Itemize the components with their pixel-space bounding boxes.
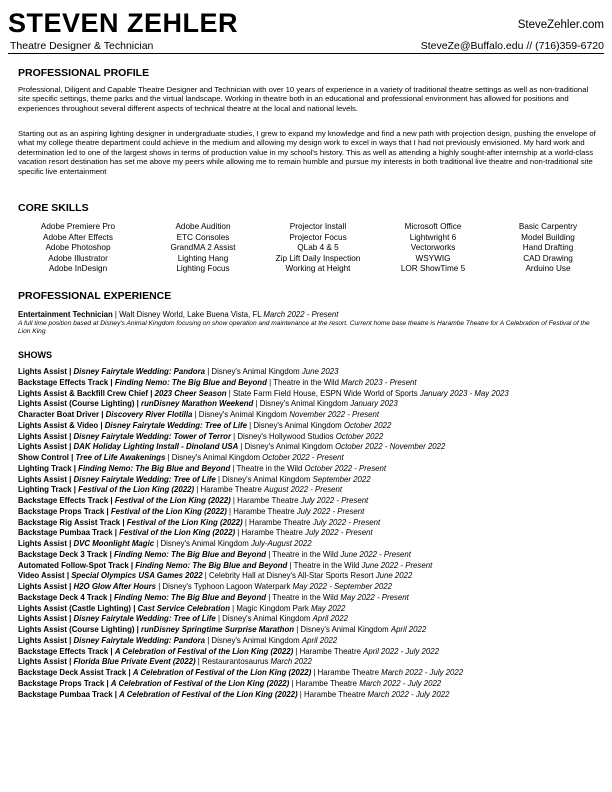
skill-item: Adobe InDesign (48, 264, 108, 274)
skills-column (268, 222, 368, 275)
show-entry (18, 496, 608, 507)
show-role: Backstage Pumbaa Track | (18, 689, 120, 699)
show-role: Lights Assist (Castle Lighting) | (18, 603, 138, 613)
show-role: Lights Assist | (18, 582, 74, 591)
show-venue: | Harambe Theatre (293, 646, 364, 656)
show-date: March 2023 - Present (341, 377, 417, 387)
show-date: March 2022 - July 2022 (359, 678, 442, 688)
show-date: September 2022 (312, 474, 371, 484)
show-venue: | Disney's Animal Kingdom (253, 399, 351, 409)
show-role: Lights Assist | (18, 474, 74, 484)
show-role: Backstage Deck Assist Track | (18, 668, 133, 677)
experience-entry (18, 310, 598, 337)
show-entry (18, 657, 608, 668)
show-role: Lights Assist | (18, 657, 74, 667)
show-venue: | Disney's Animal Kingdom (205, 635, 302, 645)
skill-item: CAD Drawing (523, 253, 573, 263)
show-title: Disney Fairytale Wedding: Tower of Terror (73, 431, 231, 441)
show-entry (18, 636, 608, 647)
show-role: Backstage Effects Track | (18, 377, 115, 387)
skills-column (18, 222, 138, 275)
show-entry (18, 518, 608, 529)
show-venue: | Harambe Theatre (297, 689, 368, 699)
show-role: Lights Assist (Course Lighting) | (18, 399, 142, 409)
show-venue: | Harambe Theatre (311, 668, 382, 677)
show-entry (18, 475, 608, 486)
show-title: Festival of the Lion King (2022) (114, 496, 231, 505)
show-title: Disney Fairytale Wedding: Tree of Life (104, 420, 247, 430)
show-title: Disney Fairytale Wedding: Pandora (73, 367, 206, 376)
experience-heading: PROFESSIONAL EXPERIENCE (18, 290, 172, 302)
show-venue: | Disney's Animal Kingdom (294, 625, 391, 634)
show-date: April 2022 (301, 635, 338, 645)
show-entry (18, 367, 608, 378)
profile-heading: PROFESSIONAL PROFILE (18, 67, 150, 79)
show-role: Lights Assist | (18, 539, 74, 548)
show-title: H2O Glow After Hours (73, 582, 157, 591)
skill-item: ETC Consoles (176, 232, 230, 242)
skill-item: Lighting Hang (177, 253, 229, 263)
show-venue: | Disney's Hollywood Studios (231, 431, 336, 441)
show-role: Backstage Effects Track | (18, 646, 115, 656)
show-entry (18, 464, 608, 475)
show-role: Show Control | (18, 453, 76, 462)
skill-item: Lightwright 6 (409, 232, 457, 242)
show-date: January 2023 (350, 399, 398, 409)
show-entry (18, 378, 608, 389)
show-venue: | Disney's Typhoon Lagoon Waterpark (156, 582, 293, 591)
skill-item: Projector Install (289, 222, 347, 231)
show-venue: | Harambe Theatre (235, 528, 306, 538)
show-entry (18, 432, 608, 443)
skills-column (138, 222, 268, 275)
show-venue: | Disney's Animal Kingdom (205, 367, 302, 376)
show-role: Lights Assist | (18, 614, 74, 624)
skill-item: Adobe Premiere Pro (40, 222, 116, 231)
skill-item: Vectorworks (410, 243, 456, 253)
show-title: A Celebration of Festival of the Lion King (2022) (132, 668, 312, 677)
profile-paragraph-2: Starting out as an aspiring lighting designer in undergraduate studies, I grew to expand my knowledge and find a new path with projection design, pushing the envelope of what my college theatre department could achieve in the medium and allowing my design work to excel in ways that I had not previously envisioned. My hard work and determination led to one of the largest shows in terms of production value in my school's history. This as well as attending a highly sought-after internship at a world-class vacation resort destination has set me above my peers while allowing me to remain humble and pursue my interests in both traditional live theatre and non-traditional site specific live entertainment (18, 129, 596, 176)
show-title: runDisney Marathon Weekend (141, 399, 254, 409)
show-entry (18, 614, 608, 625)
show-role: Backstage Deck 4 Track | (18, 592, 114, 602)
show-role: Backstage Rig Assist Track | (18, 517, 127, 527)
show-role: Lights Assist (Course Lighting) | (18, 625, 142, 634)
skill-item: Model Building (521, 232, 575, 242)
show-venue: | Disney's Animal Kingdom (215, 614, 313, 624)
show-date: October 2022 (343, 420, 392, 430)
profile-paragraph-1: Professional, Diligent and Capable Theatre Designer and Technician with over 10 years of experience in a variety of traditional theatre settings as well as non-traditional site specific settings, theme parks and the virtual landscape. Working in theatre both in an educational and professional environment has allowed for positions and experiences throughout several different aspects of technical theatre at the local and national levels. (18, 85, 589, 113)
show-venue: | Disney's Animal Kingdom (215, 474, 313, 484)
show-entry (18, 647, 608, 658)
show-venue: | Disney's Animal Kingdom (247, 420, 344, 430)
show-date: June 2022 (375, 571, 413, 581)
show-venue: | Theatre in the Wild (266, 377, 342, 387)
show-venue: | Disney's Animal Kingdom (154, 539, 251, 548)
show-entry (18, 561, 608, 572)
show-venue: | Theatre in the Wild (287, 560, 362, 570)
show-entry (18, 593, 608, 604)
skill-item: Adobe Audition (175, 222, 231, 231)
experience-role: Entertainment Technician (18, 310, 113, 319)
skill-item: Hand Drafting (522, 243, 574, 253)
show-date: July 2022 - Present (300, 496, 369, 505)
show-date: July 2022 - Present (312, 517, 381, 527)
show-date: June 2022 - Present (361, 560, 433, 570)
skill-item: Arduino Use (525, 264, 571, 274)
show-entry (18, 668, 608, 679)
show-title: Finding Nemo: The Big Blue and Beyond (113, 592, 267, 602)
show-title: Finding Nemo: The Big Blue and Beyond (114, 377, 267, 387)
show-venue: | Theatre in the Wild (266, 592, 341, 602)
show-title: Cast Service Celebration (137, 603, 230, 613)
show-entry (18, 410, 608, 421)
show-title: Festival of the Lion King (2022) (78, 485, 195, 495)
show-title: A Celebration of Festival of the Lion King (2022) (110, 678, 290, 688)
show-venue: | Theatre in the Wild (266, 549, 341, 559)
experience-dates: March 2022 - Present (263, 310, 339, 319)
show-date: October 2022 - November 2022 (335, 442, 446, 452)
skill-item: WSYWIG (415, 253, 451, 263)
show-entry (18, 604, 608, 615)
shows-heading: SHOWS (18, 350, 53, 360)
show-venue: | Harambe Theatre (230, 496, 301, 505)
skill-item: QLab 4 & 5 (297, 243, 339, 253)
show-date: June 2023 (301, 367, 339, 376)
skill-item: Adobe Photoshop (45, 243, 111, 253)
show-title: Disney Fairytale Wedding: Tree of Life (73, 474, 216, 484)
show-role: Backstage Effects Track | (18, 496, 115, 505)
show-role: Backstage Props Track | (18, 678, 111, 688)
show-role: Backstage Deck 3 Track | (18, 549, 114, 559)
show-entry (18, 421, 608, 432)
show-date: October 2022 - Present (262, 453, 344, 462)
skill-item: Adobe Illustrator (48, 253, 108, 263)
show-title: 2023 Cheer Season (154, 388, 227, 398)
show-venue: | Harambe Theatre (194, 485, 265, 495)
show-venue: | Harambe Theatre (289, 678, 360, 688)
show-title: A Celebration of Festival of the Lion King (2022) (114, 646, 294, 656)
show-entry (18, 442, 608, 453)
show-entry (18, 453, 608, 464)
show-entry (18, 528, 608, 539)
show-entry (18, 399, 608, 410)
show-role: Backstage Props Track | (18, 506, 111, 516)
skills-column (368, 222, 498, 275)
show-entry (18, 679, 608, 690)
show-venue: | Restaurantosaurus (195, 657, 271, 667)
show-title: Special Olympics USA Games 2022 (71, 571, 203, 581)
skill-item: Zip Lift Daily Inspection (275, 253, 361, 263)
resume-name: STEVEN ZEHLER (8, 8, 239, 38)
show-date: March 2022 - July 2022 (367, 689, 450, 699)
skill-item: LOR ShowTime 5 (400, 264, 466, 274)
show-entry (18, 625, 608, 636)
show-role: Automated Follow-Spot Track | (18, 560, 136, 570)
show-role: Lighting Track | (18, 463, 79, 473)
experience-place: | Walt Disney World, Lake Buena Vista, FL (112, 310, 264, 319)
show-date: April 2022 - July 2022 (363, 646, 439, 656)
show-venue: | Harambe Theatre (242, 517, 313, 527)
show-venue: | Disney's Animal Kingdom (192, 410, 290, 419)
skill-item: Basic Carpentry (518, 222, 578, 231)
show-role: Video Assist | (18, 571, 72, 581)
show-title: Disney Fairytale Wedding: Tree of Life (73, 614, 216, 624)
shows-list (18, 367, 608, 700)
show-role: Lights Assist | (18, 431, 74, 441)
show-entry (18, 582, 608, 593)
skills-grid (18, 222, 598, 275)
show-title: Finding Nemo: The Big Blue and Beyond (113, 549, 267, 559)
show-title: Festival of the Lion King (2022) (119, 528, 236, 538)
show-entry (18, 507, 608, 518)
skills-column (498, 222, 598, 275)
show-date: April 2022 (390, 625, 427, 634)
show-entry (18, 539, 608, 550)
show-date: August 2022 - Present (264, 485, 343, 495)
show-date: May 2022 - September 2022 (292, 582, 392, 591)
website-link[interactable]: SteveZehler.com (517, 19, 604, 31)
show-date: January 2023 - May 2023 (419, 388, 509, 398)
show-title: runDisney Springtime Surprise Marathon (141, 625, 295, 634)
show-venue: | Disney's Animal Kingdom (238, 442, 336, 452)
skill-item: Working at Height (285, 264, 351, 274)
experience-description: A full time position based at Disney's Animal Kingdom focusing on show operation and maintenance at the resort. Current home base theatre is Harambe Theatre for A Celebration of Festival of the Lion King (18, 319, 590, 336)
show-title: Disney Fairytale Wedding: Pandora (73, 635, 206, 645)
show-role: Lights Assist & Video | (18, 420, 105, 430)
show-date: March 2022 (270, 657, 312, 667)
show-entry (18, 550, 608, 561)
show-title: Finding Nemo: The Big Blue and Beyond (78, 463, 231, 473)
show-date: March 2022 - July 2022 (381, 668, 464, 677)
show-role: Lights Assist | (18, 442, 74, 452)
show-venue: | State Farm Field House, ESPN Wide World of Sports (226, 388, 420, 398)
show-venue: | Magic Kingdom Park (230, 603, 311, 613)
skill-item: Lighting Focus (176, 264, 230, 274)
show-title: Discovery River Flotilla (105, 410, 193, 419)
show-title: Tree of Life Awakenings (75, 453, 166, 462)
show-role: Lights Assist | (18, 367, 74, 376)
show-date: October 2022 (335, 431, 384, 441)
show-venue: | Disney's Animal Kingdom (165, 453, 263, 462)
show-venue: | Harambe Theatre (226, 506, 297, 516)
show-date: April 2022 (312, 614, 348, 624)
skills-heading: CORE SKILLS (18, 202, 89, 214)
show-date: July 2022 - Present (305, 528, 373, 538)
show-role: Lights Assist | (18, 635, 74, 645)
show-role: Lights Assist & Backfill Crew Chief | (18, 388, 155, 398)
show-role: Backstage Pumbaa Track | (18, 528, 120, 538)
show-title: DVC Moonlight Magic (73, 539, 155, 548)
show-venue: | Celebrity Hall at Disney's All-Star Sports Resort (202, 571, 376, 581)
show-date: June 2022 - Present (340, 549, 411, 559)
show-date: May 2022 (310, 603, 346, 613)
show-title: Florida Blue Private Event (2022) (73, 657, 196, 667)
show-date: November 2022 - Present (289, 410, 380, 419)
show-date: May 2022 - Present (340, 592, 409, 602)
skill-item: Projector Focus (289, 232, 347, 242)
show-entry (18, 389, 608, 400)
show-venue: | Theatre in the Wild (230, 463, 305, 473)
show-date: October 2022 - Present (304, 463, 387, 473)
skill-item: Adobe After Effects (43, 232, 113, 242)
contact-info[interactable]: SteveZe@Buffalo.edu // (716)359-6720 (420, 40, 604, 52)
header-divider (8, 53, 604, 54)
skill-item: Microsoft Office (404, 222, 462, 231)
show-title: A Celebration of Festival of the Lion King (2022) (119, 689, 298, 699)
show-title: Finding Nemo: The Big Blue and Beyond (135, 560, 288, 570)
show-entry (18, 690, 608, 701)
show-entry (18, 571, 608, 582)
show-title: DAK Holiday Lighting Install - Dinoland USA (73, 442, 239, 452)
show-date: July-August 2022 (250, 539, 312, 548)
resume-subtitle: Theatre Designer & Technician (10, 40, 154, 52)
show-title: Festival of the Lion King (2022) (126, 517, 243, 527)
skill-item: GrandMA 2 Assist (170, 243, 236, 253)
show-role: Character Boat Driver | (18, 410, 106, 419)
show-date: July 2022 - Present (296, 506, 365, 516)
show-entry (18, 485, 608, 496)
show-role: Lighting Track | (18, 485, 79, 495)
show-title: Festival of the Lion King (2022) (110, 506, 227, 516)
